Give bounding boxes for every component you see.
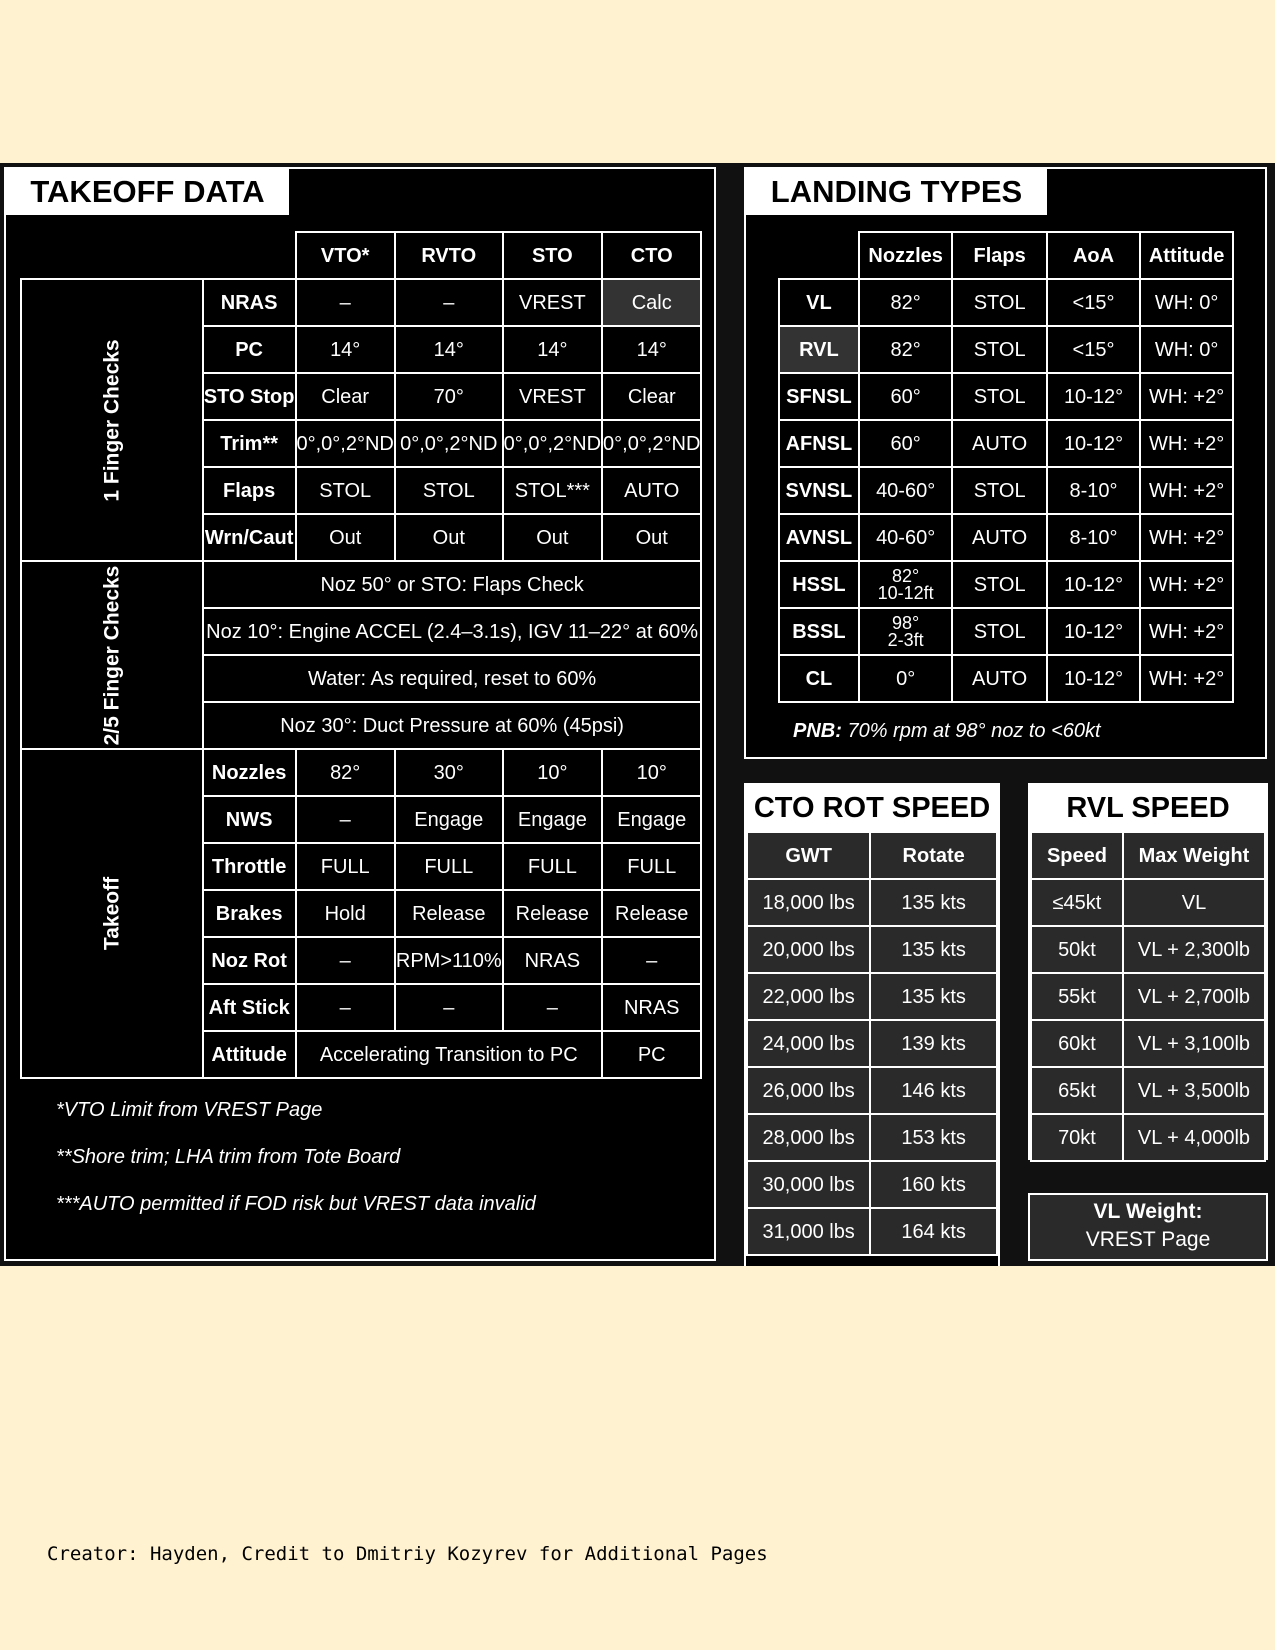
table-cell: 28,000 lbs bbox=[747, 1114, 870, 1161]
col-header: Max Weight bbox=[1123, 832, 1265, 879]
table-cell: STOL bbox=[952, 561, 1046, 608]
row-label: Throttle bbox=[203, 843, 296, 890]
table-cell: ≤45kt bbox=[1031, 879, 1123, 926]
table-cell: FULL bbox=[503, 843, 602, 890]
check-row: Noz 50° or STO: Flaps Check bbox=[203, 561, 702, 608]
table-cell: 14° bbox=[395, 326, 503, 373]
table-cell: Hold bbox=[296, 890, 395, 937]
landing-types-panel bbox=[744, 167, 1267, 759]
row-label: Attitude bbox=[203, 1031, 296, 1078]
table-cell: 31,000 lbs bbox=[747, 1208, 870, 1255]
table-cell: WH: +2° bbox=[1140, 561, 1233, 608]
table-cell: 40-60° bbox=[859, 514, 953, 561]
row-label: NRAS bbox=[203, 279, 296, 326]
table-cell: 0°,0°,2°ND bbox=[395, 420, 503, 467]
row-label: BSSL bbox=[779, 608, 859, 655]
table-cell: 82° bbox=[859, 326, 953, 373]
table-cell: WH: 0° bbox=[1140, 279, 1233, 326]
check-row: Water: As required, reset to 60% bbox=[203, 655, 702, 702]
table-cell: STOL bbox=[952, 326, 1046, 373]
group-label-1-finger: 1 Finger Checks bbox=[21, 279, 203, 561]
table-cell: STOL bbox=[296, 467, 395, 514]
col-header: AoA bbox=[1047, 232, 1140, 279]
table-cell: STOL bbox=[952, 279, 1046, 326]
col-header: Speed bbox=[1031, 832, 1123, 879]
table-cell: AUTO bbox=[602, 467, 701, 514]
table-cell: VL bbox=[1123, 879, 1265, 926]
table-cell: Engage bbox=[395, 796, 503, 843]
table-cell: 10-12° bbox=[1047, 420, 1140, 467]
table-cell: VL + 2,700lb bbox=[1123, 973, 1265, 1020]
table-cell: VL + 4,000lb bbox=[1123, 1114, 1265, 1161]
table-cell: RPM>110% bbox=[395, 937, 503, 984]
table-cell: 24,000 lbs bbox=[747, 1020, 870, 1067]
table-cell: 26,000 lbs bbox=[747, 1067, 870, 1114]
row-label: AVNSL bbox=[779, 514, 859, 561]
col-header: Attitude bbox=[1140, 232, 1233, 279]
rvl-speed-table bbox=[1030, 831, 1266, 1162]
landing-table bbox=[778, 231, 1234, 703]
vl-weight-value: VREST Page bbox=[1085, 1228, 1211, 1251]
table-cell: 30,000 lbs bbox=[747, 1161, 870, 1208]
row-label: Aft Stick bbox=[203, 984, 296, 1031]
table-cell: – bbox=[602, 937, 701, 984]
col-header: GWT bbox=[747, 832, 870, 879]
table-cell: – bbox=[296, 984, 395, 1031]
cto-rot-title: CTO ROT SPEED bbox=[746, 785, 998, 831]
col-header: Flaps bbox=[952, 232, 1046, 279]
table-cell: Calc bbox=[602, 279, 701, 326]
table-cell: STOL bbox=[952, 373, 1046, 420]
table-cell: WH: 0° bbox=[1140, 326, 1233, 373]
table-cell: Engage bbox=[503, 796, 602, 843]
table-cell: 135 kts bbox=[870, 926, 997, 973]
table-cell: Out bbox=[503, 514, 602, 561]
col-header-vto: VTO* bbox=[296, 232, 395, 279]
group-label-takeoff: Takeoff bbox=[21, 749, 203, 1078]
table-cell: VL + 3,500lb bbox=[1123, 1067, 1265, 1114]
rvl-speed-panel bbox=[1028, 783, 1268, 1160]
table-cell: 10-12° bbox=[1047, 608, 1140, 655]
table-cell: 8-10° bbox=[1047, 467, 1140, 514]
table-cell: 135 kts bbox=[870, 879, 997, 926]
vl-weight-label: VL Weight: bbox=[1093, 1200, 1203, 1223]
row-label: Flaps bbox=[203, 467, 296, 514]
table-cell: FULL bbox=[296, 843, 395, 890]
table-cell: NRAS bbox=[503, 937, 602, 984]
table-cell: WH: +2° bbox=[1140, 467, 1233, 514]
table-cell: 50kt bbox=[1031, 926, 1123, 973]
table-cell: WH: +2° bbox=[1140, 373, 1233, 420]
row-label: Wrn/Caut bbox=[203, 514, 296, 561]
table-cell: – bbox=[395, 279, 503, 326]
table-cell: 10-12° bbox=[1047, 561, 1140, 608]
col-header: Nozzles bbox=[859, 232, 953, 279]
table-cell: 14° bbox=[503, 326, 602, 373]
row-label: STO Stop bbox=[203, 373, 296, 420]
takeoff-data-panel bbox=[4, 167, 716, 1261]
table-cell: 0°,0°,2°ND bbox=[296, 420, 395, 467]
table-cell: STOL*** bbox=[503, 467, 602, 514]
col-header: Rotate bbox=[870, 832, 997, 879]
table-cell: <15° bbox=[1047, 279, 1140, 326]
vl-weight-box bbox=[1028, 1193, 1268, 1261]
group-label-2-5-finger: 2/5 Finger Checks bbox=[21, 561, 203, 749]
row-label: PC bbox=[203, 326, 296, 373]
table-cell: AUTO bbox=[952, 514, 1046, 561]
table-cell: Clear bbox=[296, 373, 395, 420]
creator-credit: Creator: Hayden, Credit to Dmitriy Kozyrev for Additional Pages bbox=[47, 1543, 768, 1565]
row-label: Brakes bbox=[203, 890, 296, 937]
row-label: HSSL bbox=[779, 561, 859, 608]
table-cell: 22,000 lbs bbox=[747, 973, 870, 1020]
row-label: Noz Rot bbox=[203, 937, 296, 984]
table-cell: 65kt bbox=[1031, 1067, 1123, 1114]
table-cell: STOL bbox=[395, 467, 503, 514]
table-cell: 82° bbox=[296, 749, 395, 796]
table-cell: WH: +2° bbox=[1140, 420, 1233, 467]
table-cell: WH: +2° bbox=[1140, 514, 1233, 561]
takeoff-title: TAKEOFF DATA bbox=[6, 169, 289, 215]
table-cell: FULL bbox=[602, 843, 701, 890]
table-cell: 40-60° bbox=[859, 467, 953, 514]
table-cell: FULL bbox=[395, 843, 503, 890]
table-cell: 10° bbox=[602, 749, 701, 796]
note: **Shore trim; LHA trim from Tote Board bbox=[56, 1146, 401, 1168]
row-label: AFNSL bbox=[779, 420, 859, 467]
table-cell: – bbox=[296, 279, 395, 326]
table-cell: – bbox=[503, 984, 602, 1031]
table-cell: 14° bbox=[296, 326, 395, 373]
table-cell: 160 kts bbox=[870, 1161, 997, 1208]
row-label: VL bbox=[779, 279, 859, 326]
table-cell: 10-12° bbox=[1047, 373, 1140, 420]
table-cell: VREST bbox=[503, 373, 602, 420]
table-cell: 60° bbox=[859, 420, 953, 467]
table-cell: 0° bbox=[859, 655, 953, 702]
table-cell: Accelerating Transition to PC bbox=[296, 1031, 603, 1078]
table-cell: Engage bbox=[602, 796, 701, 843]
table-cell: 10° bbox=[503, 749, 602, 796]
table-cell: AUTO bbox=[952, 420, 1046, 467]
table-cell: 98° 2-3ft bbox=[859, 608, 953, 655]
cto-rot-speed-panel bbox=[744, 783, 1000, 1266]
table-cell: STOL bbox=[952, 467, 1046, 514]
table-cell: – bbox=[296, 796, 395, 843]
table-cell: VL + 2,300lb bbox=[1123, 926, 1265, 973]
col-header-cto: CTO bbox=[602, 232, 701, 279]
table-cell: – bbox=[395, 984, 503, 1031]
check-row: Noz 10°: Engine ACCEL (2.4–3.1s), IGV 11–22° at 60% bbox=[203, 608, 702, 655]
check-row: Noz 30°: Duct Pressure at 60% (45psi) bbox=[203, 702, 702, 749]
row-label: Trim** bbox=[203, 420, 296, 467]
table-cell: AUTO bbox=[952, 655, 1046, 702]
table-cell: WH: +2° bbox=[1140, 655, 1233, 702]
table-cell: VREST bbox=[503, 279, 602, 326]
table-cell: 14° bbox=[602, 326, 701, 373]
table-cell: <15° bbox=[1047, 326, 1140, 373]
table-cell: 10-12° bbox=[1047, 655, 1140, 702]
table-cell: Out bbox=[296, 514, 395, 561]
col-header-rvto: RVTO bbox=[395, 232, 503, 279]
table-cell: 153 kts bbox=[870, 1114, 997, 1161]
table-cell: PC bbox=[602, 1031, 701, 1078]
table-cell: 139 kts bbox=[870, 1020, 997, 1067]
table-cell: WH: +2° bbox=[1140, 608, 1233, 655]
note: ***AUTO permitted if FOD risk but VREST data invalid bbox=[56, 1193, 536, 1215]
row-label: CL bbox=[779, 655, 859, 702]
table-cell: Release bbox=[503, 890, 602, 937]
table-cell: 70kt bbox=[1031, 1114, 1123, 1161]
table-cell: 18,000 lbs bbox=[747, 879, 870, 926]
table-cell: 20,000 lbs bbox=[747, 926, 870, 973]
table-cell: 60° bbox=[859, 373, 953, 420]
table-cell: 0°,0°,2°ND bbox=[503, 420, 602, 467]
table-cell: Release bbox=[395, 890, 503, 937]
takeoff-table bbox=[20, 231, 702, 1079]
note: *VTO Limit from VREST Page bbox=[56, 1099, 323, 1121]
landing-title: LANDING TYPES bbox=[746, 169, 1047, 215]
table-cell: Out bbox=[602, 514, 701, 561]
table-cell: 82° bbox=[859, 279, 953, 326]
table-cell: STOL bbox=[952, 608, 1046, 655]
row-label: Nozzles bbox=[203, 749, 296, 796]
row-label: SVNSL bbox=[779, 467, 859, 514]
table-cell: 60kt bbox=[1031, 1020, 1123, 1067]
pnb-note: PNB: 70% rpm at 98° noz to <60kt bbox=[793, 720, 1101, 742]
table-cell: 146 kts bbox=[870, 1067, 997, 1114]
table-cell: 55kt bbox=[1031, 973, 1123, 1020]
table-cell: 70° bbox=[395, 373, 503, 420]
row-label: RVL bbox=[779, 326, 859, 373]
rvl-speed-title: RVL SPEED bbox=[1030, 785, 1266, 831]
table-cell: 0°,0°,2°ND bbox=[602, 420, 701, 467]
table-cell: 30° bbox=[395, 749, 503, 796]
row-label: NWS bbox=[203, 796, 296, 843]
table-cell: Release bbox=[602, 890, 701, 937]
table-cell: VL + 3,100lb bbox=[1123, 1020, 1265, 1067]
row-label: SFNSL bbox=[779, 373, 859, 420]
table-cell: Clear bbox=[602, 373, 701, 420]
table-cell: 82° 10-12ft bbox=[859, 561, 953, 608]
kneeboard-sheet bbox=[0, 163, 1275, 1266]
cto-rot-table bbox=[746, 831, 998, 1256]
table-cell: 135 kts bbox=[870, 973, 997, 1020]
table-cell: Out bbox=[395, 514, 503, 561]
table-cell: NRAS bbox=[602, 984, 701, 1031]
table-cell: – bbox=[296, 937, 395, 984]
col-header-sto: STO bbox=[503, 232, 602, 279]
table-cell: 8-10° bbox=[1047, 514, 1140, 561]
table-cell: 164 kts bbox=[870, 1208, 997, 1255]
